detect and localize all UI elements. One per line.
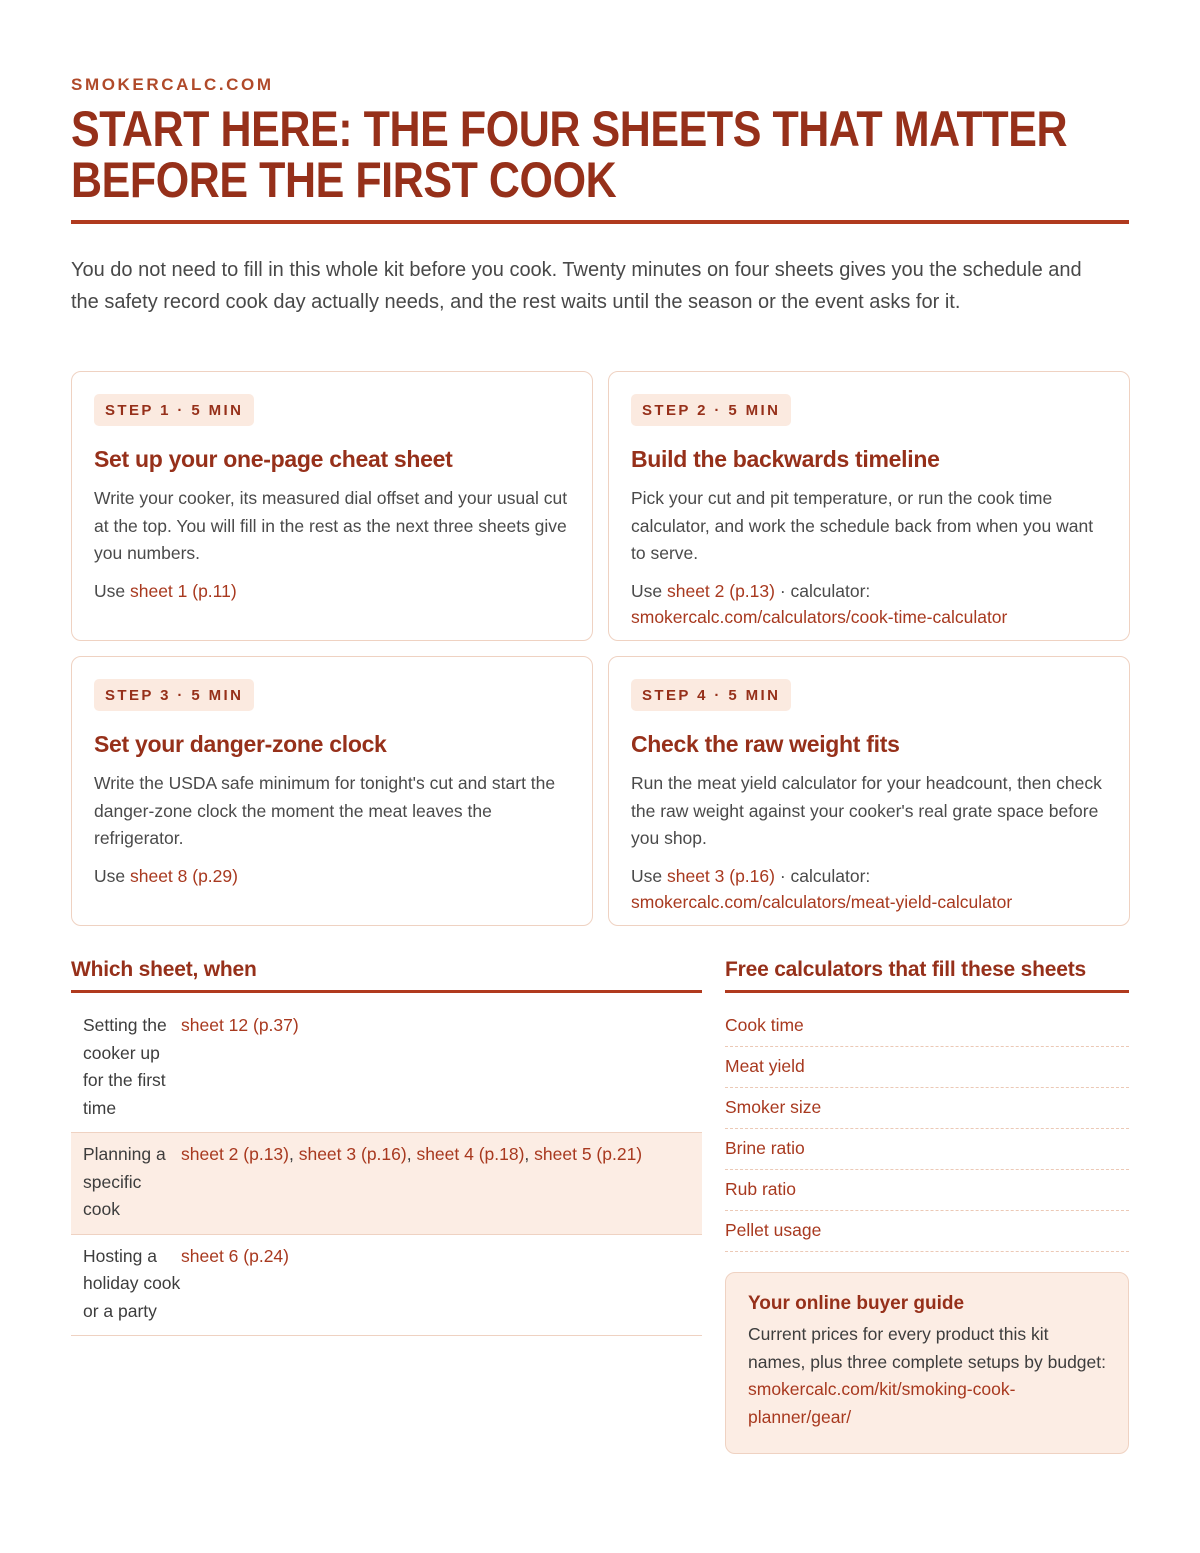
sheet-link[interactable]: sheet 8 (p.29)	[129, 865, 238, 886]
calculator-link[interactable]: smokercalc.com/calculators/meat-yield-calculator	[631, 891, 1013, 912]
title-line-1: START HERE: THE FOUR SHEETS THAT MATTER	[71, 101, 1068, 157]
situation-cell: Setting the cooker up for the first time	[83, 1015, 167, 1118]
step-description: Write your cooker, its measured dial offset and your usual cut at the top. You will fill in the rest as the next three sheets give you numbers.	[94, 488, 568, 563]
table-row	[71, 1235, 702, 1337]
brand-label: SMOKERCALC.COM	[71, 75, 274, 94]
step-title: Check the raw weight fits	[631, 731, 900, 757]
step-description: Pick your cut and pit temperature, or run the cook time calculator, and work the schedule back from when you want to serve.	[631, 488, 1094, 563]
calculator-link[interactable]: smokercalc.com/calculators/cook-time-calculator	[631, 606, 1008, 627]
buyer-guide-description: Current prices for every product this kit names, plus three complete setups by budget:	[748, 1324, 1106, 1372]
step-title: Build the backwards timeline	[631, 446, 940, 472]
sheet-link[interactable]: sheet 2 (p.13)	[181, 1144, 289, 1164]
calculator-link-meat-yield[interactable]: Meat yield	[725, 1047, 1129, 1088]
intro-paragraph: You do not need to fill in this whole kit before you cook. Twenty minutes on four sheets gives you the schedule and the safety record cook day actually needs, and the rest waits until the season or the event asks for it.	[71, 259, 1082, 313]
step-description: Write the USDA safe minimum for tonight's cut and start the danger-zone clock the moment the meat leaves the refrigerator.	[94, 773, 556, 848]
step-badge: STEP 4 · 5 MIN	[631, 679, 791, 711]
step-use-line	[631, 578, 1107, 630]
calculator-prefix: · calculator:	[774, 865, 871, 886]
step-description: Run the meat yield calculator for your headcount, then check the raw weight against your cooker's real grate space before you shop.	[631, 773, 1102, 848]
step-title: Set your danger-zone clock	[94, 731, 387, 757]
sheet-link[interactable]: sheet 5 (p.21)	[534, 1144, 643, 1164]
separator: ,	[406, 1144, 417, 1164]
step-card-4	[608, 656, 1130, 926]
sheet-link[interactable]: sheet 4 (p.18)	[416, 1144, 525, 1164]
which-sheet-table	[71, 1004, 702, 1336]
calculator-link-cook-time[interactable]: Cook time	[725, 1006, 1129, 1047]
sheet-link[interactable]: sheet 3 (p.16)	[298, 1144, 407, 1164]
calculators-heading: Free calculators that fill these sheets	[725, 958, 1087, 981]
step-use-line	[94, 863, 570, 889]
step-card-3	[71, 656, 593, 926]
separator: ,	[288, 1144, 299, 1164]
use-prefix: Use	[631, 865, 667, 886]
title-rule	[71, 220, 1129, 224]
use-prefix: Use	[94, 865, 130, 886]
calculator-prefix: · calculator:	[774, 580, 871, 601]
step-use-line	[94, 578, 570, 604]
sheet-link[interactable]: sheet 12 (p.37)	[181, 1015, 299, 1035]
sheet-link[interactable]: sheet 3 (p.16)	[666, 865, 775, 886]
sheets-cell	[181, 1243, 690, 1326]
title-line-2: BEFORE THE FIRST COOK	[71, 152, 617, 208]
buyer-guide-title: Your online buyer guide	[748, 1293, 965, 1314]
calculator-list	[725, 1006, 1129, 1252]
situation-cell: Planning a specific cook	[83, 1144, 166, 1219]
which-sheet-rule	[71, 990, 702, 993]
use-prefix: Use	[94, 580, 130, 601]
sheet-link[interactable]: sheet 2 (p.13)	[666, 580, 775, 601]
sheets-cell	[181, 1141, 690, 1224]
step-card-1	[71, 371, 593, 641]
step-badge: STEP 1 · 5 MIN	[94, 394, 254, 426]
situation-cell: Hosting a holiday cook or a party	[83, 1245, 181, 1321]
page-title	[71, 101, 1068, 208]
use-prefix: Use	[631, 580, 667, 601]
step-badge: STEP 3 · 5 MIN	[94, 679, 254, 711]
step-card-2	[608, 371, 1130, 641]
sheets-cell	[181, 1012, 690, 1122]
buyer-guide-text	[748, 1321, 1106, 1431]
sheet-link[interactable]: sheet 6 (p.24)	[181, 1245, 289, 1266]
calculators-rule	[725, 990, 1129, 993]
calculator-link-rub-ratio[interactable]: Rub ratio	[725, 1170, 1129, 1211]
buyer-guide-box	[725, 1272, 1129, 1454]
which-sheet-heading: Which sheet, when	[71, 958, 257, 981]
step-use-line	[631, 863, 1107, 915]
calculator-link-smoker-size[interactable]: Smoker size	[725, 1088, 1129, 1129]
buyer-guide-link[interactable]: smokercalc.com/kit/smoking-cook-planner/gear/	[748, 1379, 1016, 1427]
calculator-link-pellet-usage[interactable]: Pellet usage	[725, 1211, 1129, 1252]
separator: ,	[524, 1144, 535, 1164]
step-badge: STEP 2 · 5 MIN	[631, 394, 791, 426]
sheet-link[interactable]: sheet 1 (p.11)	[129, 580, 237, 601]
step-title: Set up your one-page cheat sheet	[94, 446, 453, 472]
table-row	[71, 1004, 702, 1133]
calculator-link-brine-ratio[interactable]: Brine ratio	[725, 1129, 1129, 1170]
table-row	[71, 1133, 702, 1235]
